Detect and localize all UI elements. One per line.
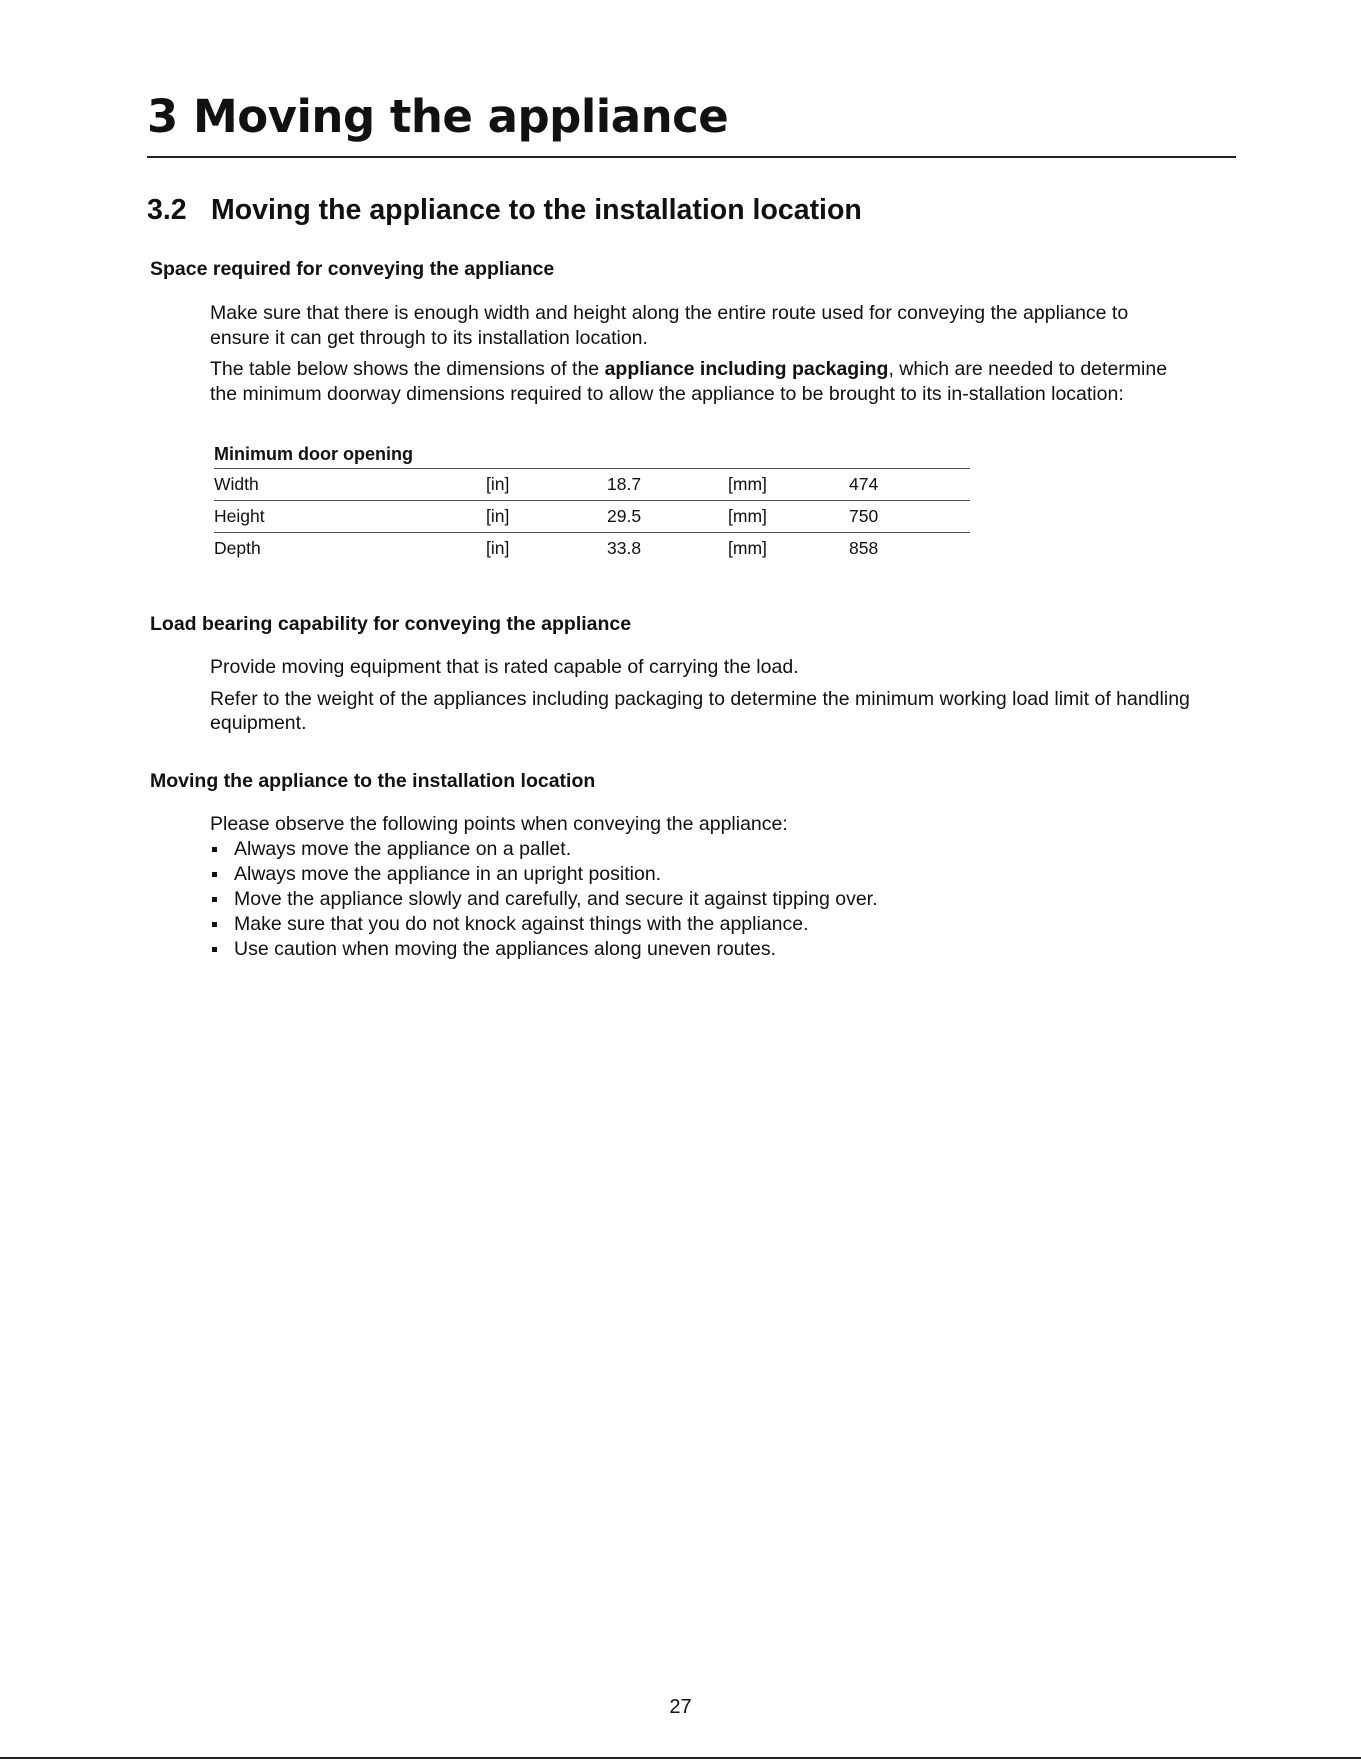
moving-intro: Please observe the following points when conveying the appliance: bbox=[210, 813, 788, 835]
unit-in: [in] bbox=[486, 538, 510, 558]
moving-bullet-list bbox=[210, 837, 1190, 962]
table-row bbox=[214, 469, 970, 501]
moving-body bbox=[210, 812, 1190, 962]
space-paragraph-2-lead: The table below shows the dimensions of the bbox=[210, 358, 605, 380]
space-paragraph-1: Make sure that there is enough width and height along the entire route used for conveying the appliance to ensure it can get through to its installation location. bbox=[210, 302, 1129, 349]
chapter-title: 3 Moving the appliance bbox=[147, 90, 729, 143]
section-number: 3.2 bbox=[147, 194, 187, 226]
value-mm: 750 bbox=[849, 501, 970, 533]
dimension-name: Depth bbox=[214, 538, 261, 558]
dimension-name: Width bbox=[214, 469, 486, 501]
load-paragraph-2: Refer to the weight of the appliances including packaging to determine the minimum working load limit of handling equipment. bbox=[210, 687, 1190, 734]
table-caption: Minimum door opening bbox=[214, 442, 970, 469]
unit-mm: [mm] bbox=[728, 538, 767, 558]
value-in: 18.7 bbox=[607, 469, 728, 501]
table-row bbox=[214, 533, 970, 565]
page-number: 27 bbox=[669, 1696, 692, 1718]
space-paragraph-2-tail: , which are needed to determine the minimum doorway dimensions required to allow the appliance to be brought to its in-stallation location: bbox=[210, 358, 1168, 405]
unit-mm: [mm] bbox=[728, 469, 849, 501]
section-title bbox=[147, 193, 862, 227]
list-item: Move the appliance slowly and carefully, and secure it against tipping over. bbox=[210, 887, 1190, 912]
list-item: Always move the appliance in an upright position. bbox=[210, 862, 1190, 887]
space-heading: Space required for conveying the appliance bbox=[150, 258, 555, 280]
value-mm: 474 bbox=[849, 469, 970, 501]
list-item: Use caution when moving the appliances along uneven routes. bbox=[210, 937, 1190, 962]
space-body bbox=[210, 301, 1190, 413]
load-body bbox=[210, 655, 1190, 743]
list-item: Make sure that you do not knock against things with the appliance. bbox=[210, 912, 1190, 937]
space-paragraph-2 bbox=[210, 357, 1190, 406]
moving-heading: Moving the appliance to the installation location bbox=[150, 770, 596, 792]
table-row bbox=[214, 501, 970, 533]
dimension-name: Height bbox=[214, 501, 486, 533]
section-title-text: Moving the appliance to the installation location bbox=[211, 194, 862, 226]
value-in: 33.8 bbox=[607, 538, 642, 558]
load-paragraph-1: Provide moving equipment that is rated capable of carrying the load. bbox=[210, 656, 799, 678]
value-in: 29.5 bbox=[607, 501, 728, 533]
page-bottom-edge bbox=[0, 1757, 1361, 1759]
list-item: Always move the appliance on a pallet. bbox=[210, 837, 1190, 862]
space-paragraph-2-emphasis: appliance including packaging bbox=[604, 358, 889, 380]
dimensions-table bbox=[214, 469, 970, 564]
value-mm: 858 bbox=[849, 538, 879, 558]
unit-in: [in] bbox=[486, 469, 607, 501]
unit-in: [in] bbox=[486, 501, 607, 533]
load-heading: Load bearing capability for conveying the appliance bbox=[150, 613, 632, 635]
door-opening-table bbox=[214, 442, 970, 564]
unit-mm: [mm] bbox=[728, 501, 849, 533]
chapter-divider bbox=[147, 156, 1236, 158]
